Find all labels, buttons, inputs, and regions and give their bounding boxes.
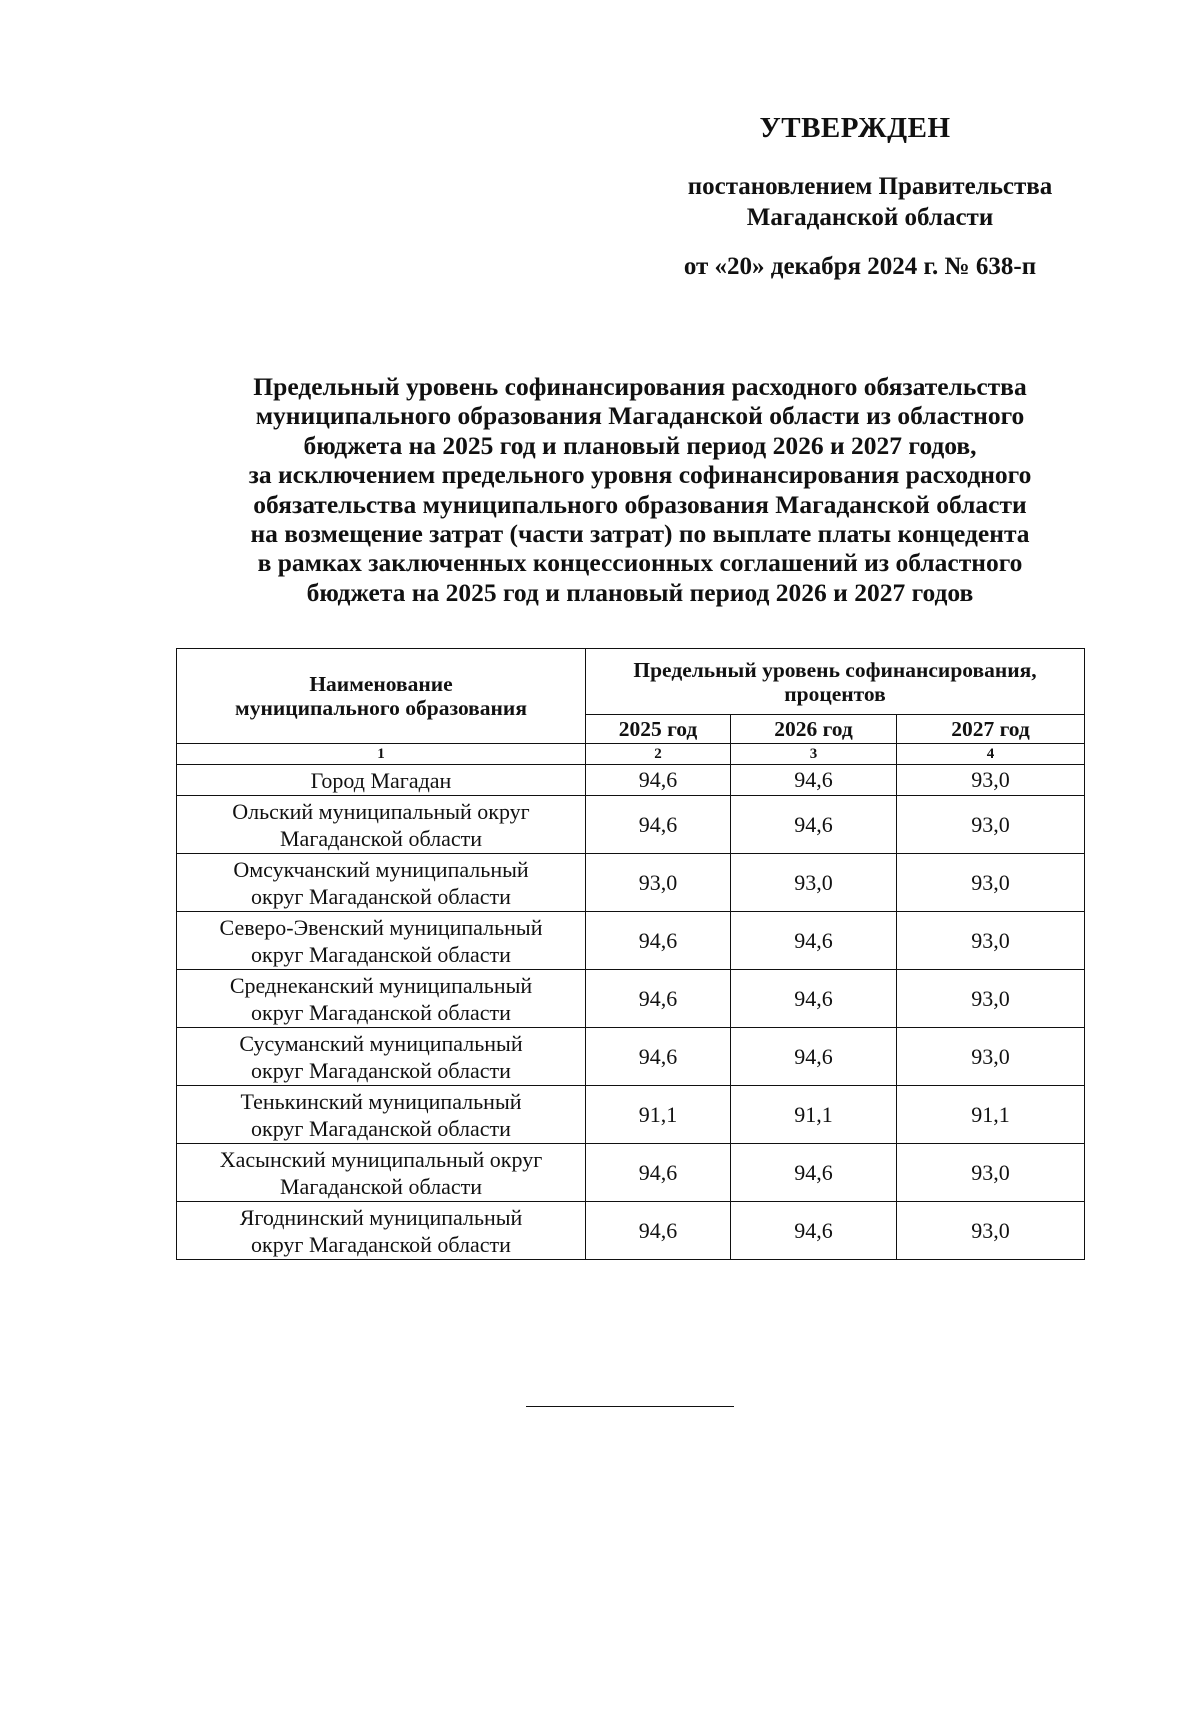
municipality-name-line-1: Северо-Эвенский муниципальный <box>219 914 543 940</box>
title-line: бюджета на 2025 год и плановый период 2026 и 2027 годов <box>306 577 974 607</box>
approved-heading: УТВЕРЖДЕН <box>759 112 951 144</box>
value-2027: 93,0 <box>897 854 1085 912</box>
table-row <box>177 970 1085 1028</box>
municipality-name-line-2: округ Магаданской области <box>251 1057 511 1083</box>
municipality-name-line-2: округ Магаданской области <box>251 1231 511 1257</box>
table-row <box>177 912 1085 970</box>
value-2025: 94,6 <box>586 765 731 796</box>
value-2025: 94,6 <box>586 1202 731 1260</box>
column-number: 4 <box>897 744 1085 765</box>
municipality-name <box>177 854 586 912</box>
approval-block <box>640 112 1100 281</box>
municipality-name-line-1: Омсукчанский муниципальный <box>233 856 529 882</box>
title-line: Предельный уровень софинансирования расходного обязательства <box>253 372 1027 401</box>
title-line: на возмещение затрат (части затрат) по выплате платы концедента <box>250 519 1030 549</box>
value-2026: 94,6 <box>731 1144 897 1202</box>
approved-by <box>640 171 1100 233</box>
header-year-2025: 2025 год <box>586 715 731 744</box>
table-row <box>177 1028 1085 1086</box>
table-row <box>177 765 1085 796</box>
value-2026: 94,6 <box>731 912 897 970</box>
value-2027: 93,0 <box>897 796 1085 854</box>
value-2026: 94,6 <box>731 765 897 796</box>
municipality-name-line-1: Город Магадан <box>310 767 452 793</box>
municipality-name <box>177 796 586 854</box>
municipality-name <box>177 970 586 1028</box>
document-title <box>150 372 1130 607</box>
approved-by-line-2: Магаданской области <box>746 204 994 231</box>
value-2026: 94,6 <box>731 970 897 1028</box>
table-row <box>177 796 1085 854</box>
value-2027: 93,0 <box>897 1202 1085 1260</box>
table-row <box>177 1086 1085 1144</box>
value-2026: 94,6 <box>731 1028 897 1086</box>
title-line: муниципального образования Магаданской области из областного <box>255 401 1025 431</box>
end-of-document-line <box>526 1406 734 1407</box>
municipality-name-line-1: Сусуманский муниципальный <box>239 1030 523 1056</box>
header-municipality <box>177 649 586 744</box>
municipality-name <box>177 912 586 970</box>
municipality-name-line-2: Магаданской области <box>280 1173 482 1199</box>
value-2025: 94,6 <box>586 1028 731 1086</box>
header-cofinancing-line-1: Предельный уровень софинансирования, <box>633 657 1037 682</box>
column-number: 2 <box>586 744 731 765</box>
header-year-2026: 2026 год <box>731 715 897 744</box>
table-row <box>177 1144 1085 1202</box>
header-cofinancing-level <box>586 649 1085 715</box>
municipality-name-line-1: Ягоднинский муниципальный <box>239 1204 523 1230</box>
title-line: обязательства муниципального образования Магаданской области <box>253 489 1027 519</box>
table-row <box>177 1202 1085 1260</box>
value-2026: 91,1 <box>731 1086 897 1144</box>
title-line: в рамках заключенных концессионных соглашений из областного <box>257 548 1023 578</box>
column-number: 1 <box>177 744 586 765</box>
header-municipality-line-2: муниципального образования <box>235 696 527 720</box>
header-municipality-line-1: Наименование <box>309 672 453 696</box>
municipality-name <box>177 765 586 796</box>
value-2027: 93,0 <box>897 1144 1085 1202</box>
table-row <box>177 854 1085 912</box>
value-2027: 93,0 <box>897 912 1085 970</box>
value-2027: 93,0 <box>897 765 1085 796</box>
value-2025: 94,6 <box>586 1144 731 1202</box>
value-2027: 91,1 <box>897 1086 1085 1144</box>
title-line: бюджета на 2025 год и плановый период 2026 и 2027 годов, <box>303 430 977 460</box>
value-2027: 93,0 <box>897 970 1085 1028</box>
municipality-name <box>177 1144 586 1202</box>
cofinancing-table <box>176 648 1085 1260</box>
municipality-name <box>177 1028 586 1086</box>
value-2026: 94,6 <box>731 796 897 854</box>
municipality-name-line-1: Хасынский муниципальный округ <box>219 1146 543 1172</box>
municipality-name-line-1: Тенькинский муниципальный <box>240 1088 522 1114</box>
title-line: за исключением предельного уровня софинансирования расходного <box>248 460 1032 490</box>
value-2025: 94,6 <box>586 970 731 1028</box>
municipality-name-line-1: Ольский муниципальный округ <box>232 798 530 824</box>
approved-by-line-1: постановлением Правительства <box>687 173 1053 200</box>
municipality-name <box>177 1086 586 1144</box>
value-2027: 93,0 <box>897 1028 1085 1086</box>
value-2025: 94,6 <box>586 796 731 854</box>
municipality-name-line-2: округ Магаданской области <box>251 883 511 909</box>
header-year-2027: 2027 год <box>897 715 1085 744</box>
value-2025: 93,0 <box>586 854 731 912</box>
column-number: 3 <box>731 744 897 765</box>
value-2026: 93,0 <box>731 854 897 912</box>
value-2026: 94,6 <box>731 1202 897 1260</box>
approval-date: от «20» декабря 2024 г. № 638-п <box>683 253 1037 280</box>
municipality-name-line-2: Магаданской области <box>280 825 482 851</box>
municipality-name-line-2: округ Магаданской области <box>251 941 511 967</box>
municipality-name <box>177 1202 586 1260</box>
value-2025: 91,1 <box>586 1086 731 1144</box>
municipality-name-line-2: округ Магаданской области <box>251 1115 511 1141</box>
value-2025: 94,6 <box>586 912 731 970</box>
municipality-name-line-2: округ Магаданской области <box>251 999 511 1025</box>
municipality-name-line-1: Среднеканский муниципальный <box>229 972 533 998</box>
header-cofinancing-line-2: процентов <box>784 681 886 706</box>
